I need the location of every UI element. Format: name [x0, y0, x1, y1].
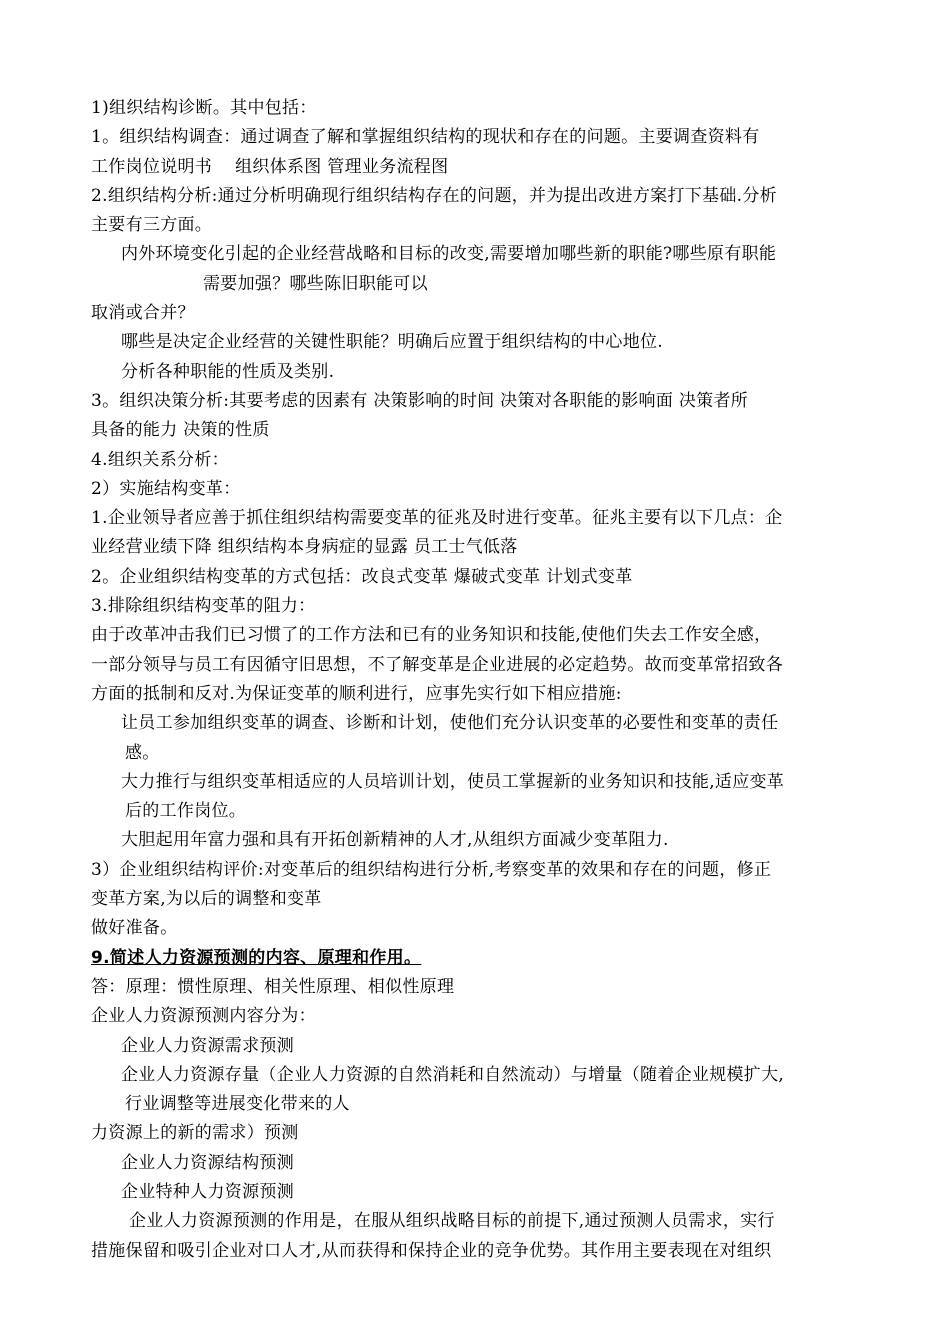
text-line: 主要有三方面。	[91, 215, 213, 236]
text-line: 答：原理：惯性原理、相关性原理、相似性原理	[91, 976, 455, 997]
text-line: 做好准备。	[91, 918, 178, 939]
text-line: 内外环境变化引起的企业经营战略和目标的改变,需要增加哪些新的职能?哪些原有职能	[121, 244, 777, 265]
text-line: 1.企业领导者应善于抓住组织结构需要变革的征兆及时进行变革。征兆主要有以下几点：企	[91, 508, 783, 529]
text-line: 让员工参加组织变革的调查、诊断和计划，使他们充分认识变革的必要性和变革的责任	[121, 713, 779, 734]
text-line: 2。企业组织结构变革的方式包括：改良式变革 爆破式变革 计划式变革	[91, 566, 633, 587]
text-line: 3。组织决策分析:其要考虑的因素有 决策影响的时间 决策对各职能的影响面 决策者所	[91, 390, 749, 411]
text-line: 企业人力资源结构预测	[121, 1152, 294, 1173]
text-line: 1)组织结构诊断。其中包括：	[91, 98, 317, 118]
text-line: 取消或合并？	[91, 303, 195, 324]
text-line: 企业人力资源存量（企业人力资源的自然消耗和自然流动）与增量（随着企业规模扩大,	[121, 1064, 785, 1085]
text-line: 1。组织结构调查：通过调查了解和掌握组织结构的现状和存在的问题。主要调查资料有	[91, 127, 760, 148]
text-line: 一部分领导与员工有因循守旧思想，不了解变革是企业进展的必定趋势。故而变革常招致各	[91, 654, 783, 675]
text-line: 工作岗位说明书 组织体系图 管理业务流程图	[91, 156, 449, 177]
text-line: 分析各种职能的性质及类别.	[121, 361, 335, 382]
text-line: 企业人力资源预测内容分为：	[91, 1006, 316, 1027]
text-line: 需要加强？哪些陈旧职能可以	[203, 273, 428, 294]
section-heading: 9.简述人力资源预测的内容、原理和作用。	[91, 947, 422, 968]
text-line: 企业特种人力资源预测	[121, 1181, 294, 1202]
text-line: 2.组织结构分析:通过分析明确现行组织结构存在的问题，并为提出改进方案打下基础.分析	[91, 185, 777, 206]
text-line: 业经营业绩下降 组织结构本身病症的显露 员工士气低落	[91, 537, 518, 558]
text-line: 后的工作岗位。	[125, 801, 247, 822]
text-line: 措施保留和吸引企业对口人才,从而获得和保持企业的竞争优势。其作用主要表现在对组织	[91, 1240, 772, 1261]
text-line: 变革方案,为以后的调整和变革	[91, 889, 322, 910]
document-page	[91, 94, 861, 1266]
text-line: 方面的抵制和反对.为保证变革的顺利进行，应事先实行如下相应措施:	[91, 683, 622, 704]
text-line: 感。	[125, 742, 160, 763]
text-line: 2）实施结构变革：	[91, 478, 241, 499]
text-line: 哪些是决定企业经营的关键性职能？明确后应置于组织结构的中心地位.	[121, 332, 664, 353]
text-line: 3）企业组织结构评价:对变革后的组织结构进行分析,考察变革的效果和存在的问题，修正	[91, 859, 772, 880]
text-line: 由于改革冲击我们已习惯了的工作方法和已有的业务知识和技能,使他们失去工作安全感，	[91, 625, 772, 646]
text-line: 力资源上的新的需求）预测	[91, 1123, 299, 1144]
text-line: 大胆起用年富力强和具有开拓创新精神的人才,从组织方面减少变革阻力.	[121, 830, 669, 851]
text-line: 3.排除组织结构变革的阻力：	[91, 596, 316, 617]
text-line: 4.组织关系分析：	[91, 449, 229, 470]
text-line: 具备的能力 决策的性质	[91, 420, 270, 441]
text-line: 行业调整等进展变化带来的人	[125, 1094, 350, 1115]
text-line: 企业人力资源需求预测	[121, 1035, 294, 1056]
text-line: 企业人力资源预测的作用是，在服从组织战略目标的前提下,通过预测人员需求，实行	[129, 1211, 775, 1232]
text-line: 大力推行与组织变革相适应的人员培训计划，使员工掌握新的业务知识和技能,适应变革	[121, 771, 785, 792]
